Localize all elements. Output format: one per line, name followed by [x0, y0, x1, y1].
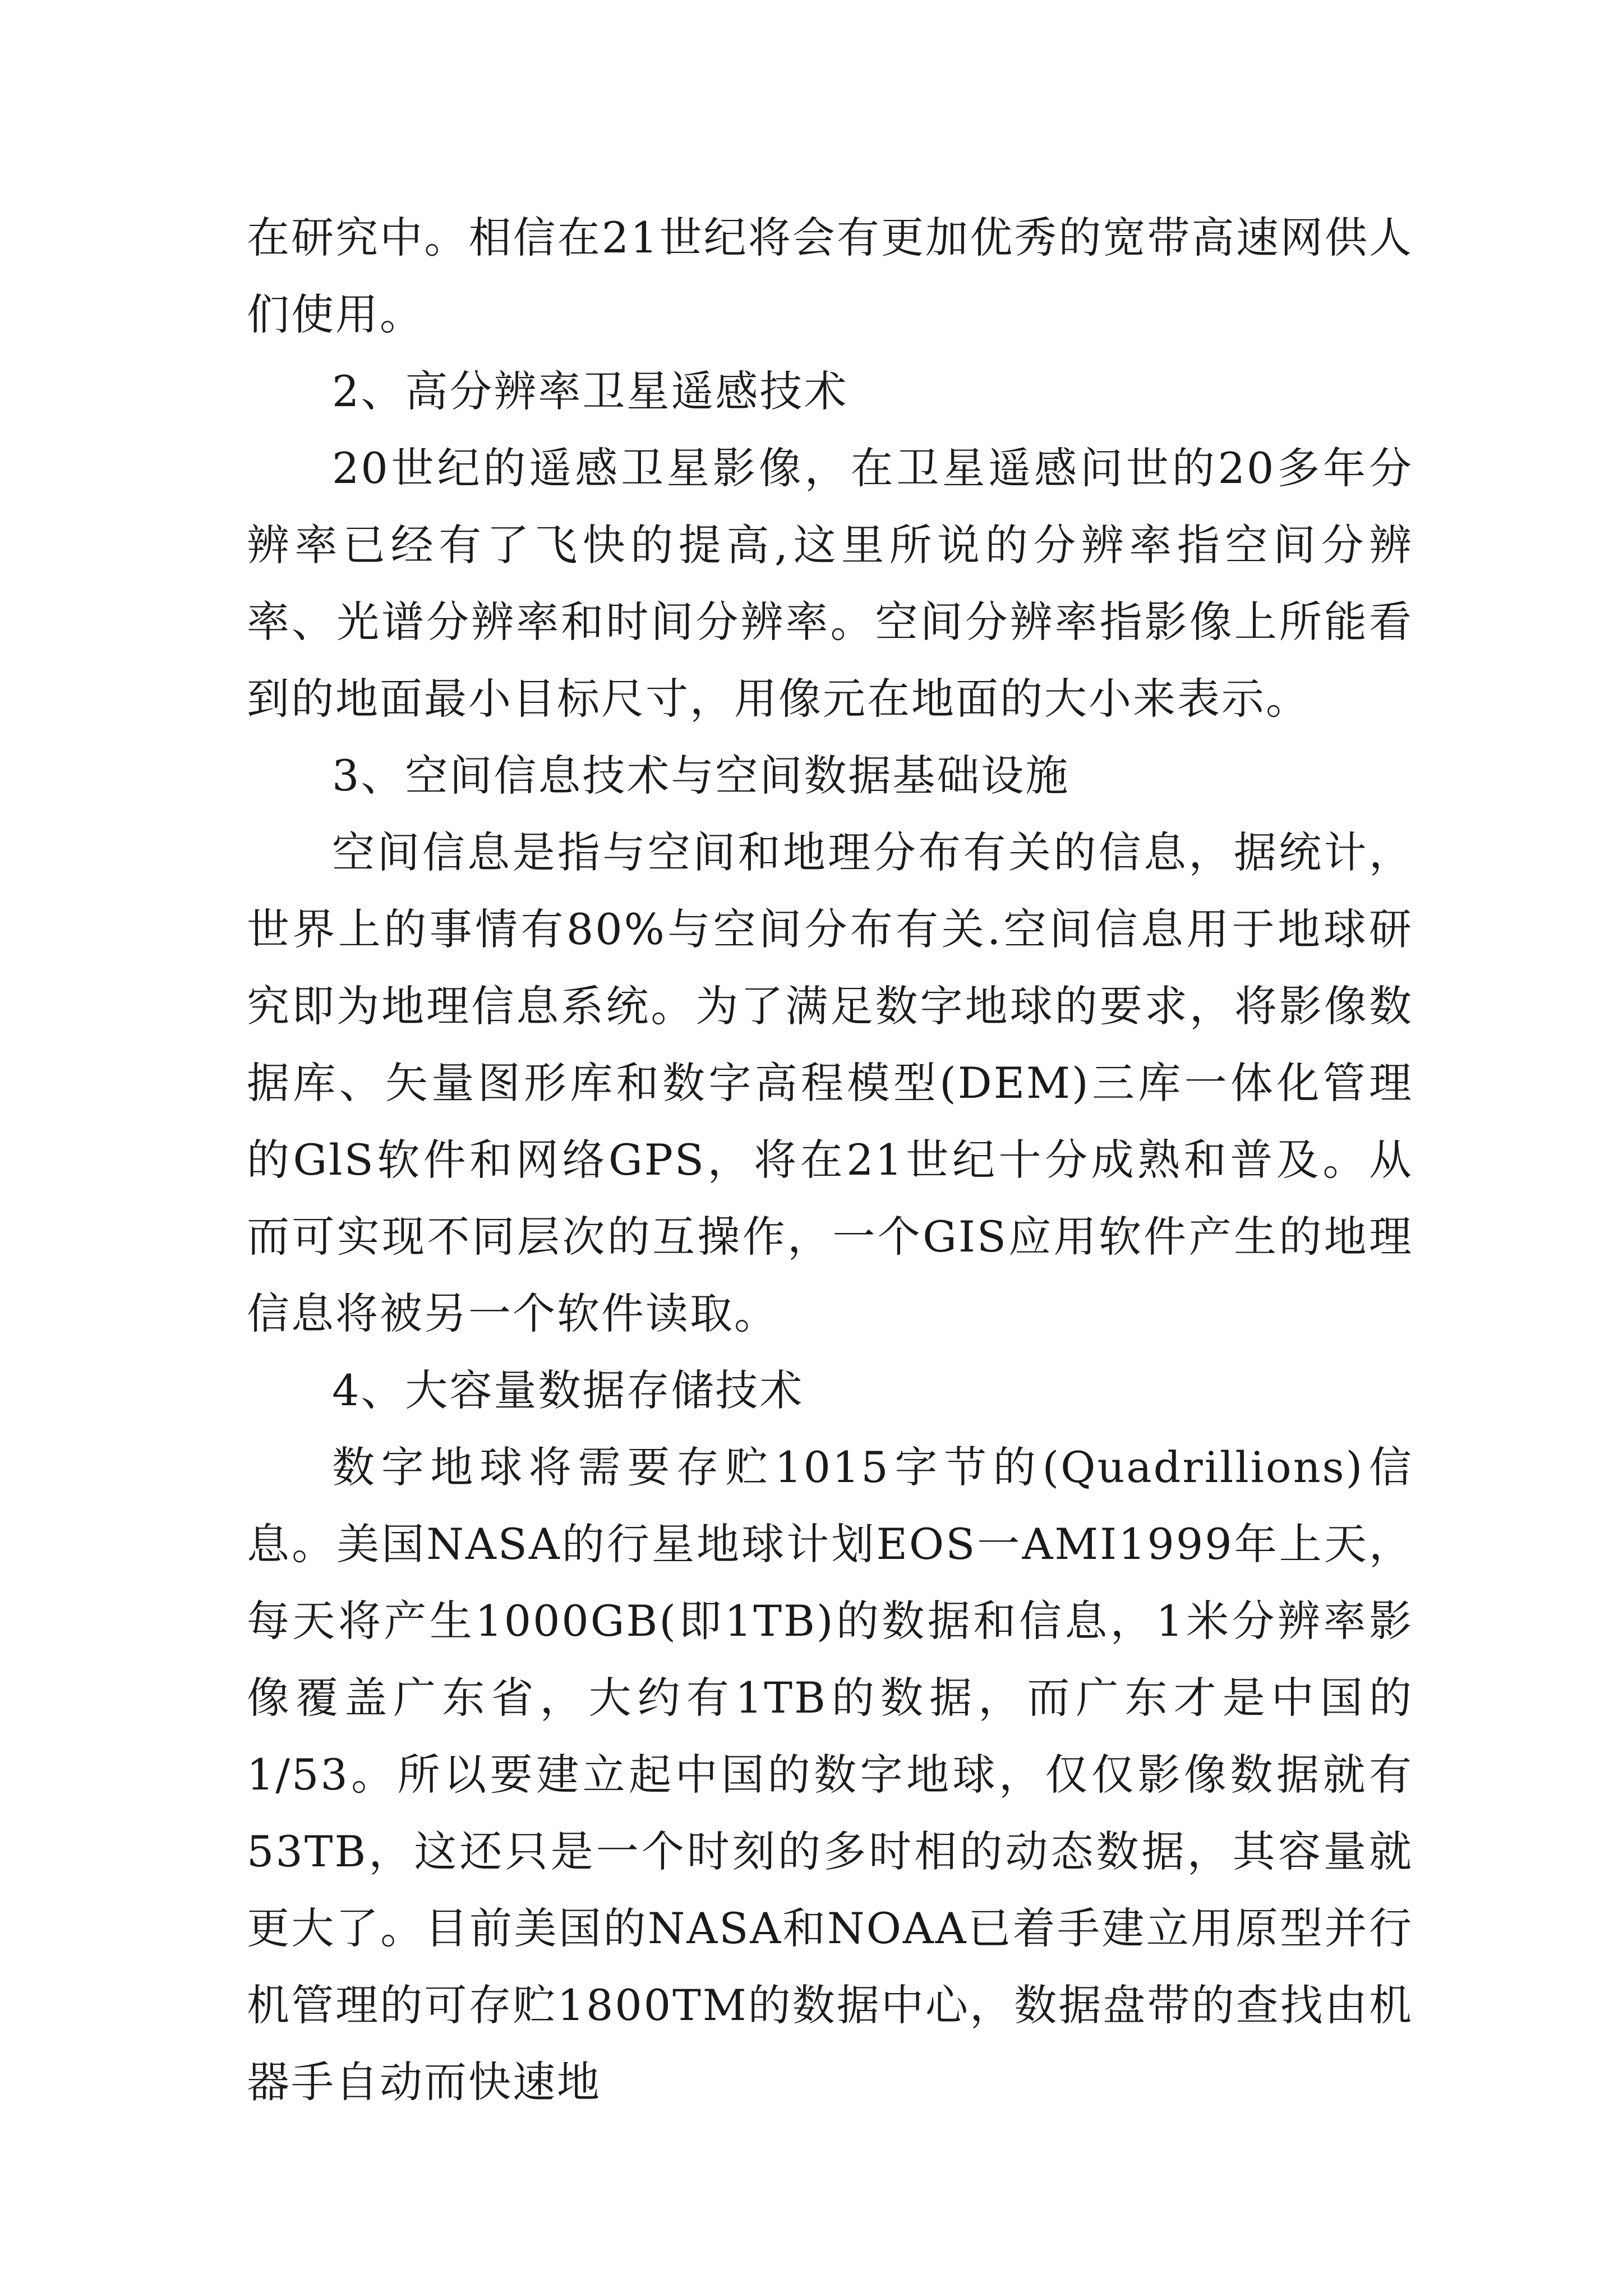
document-body	[247, 199, 1413, 2120]
paragraph-storage: 数字地球将需要存贮1015字节的(Quadrillions)信息。美国NASA的行星地球计划EOS一AMI1999年上天，每天将产生1000GB(即1TB)的数据和信息，1米分辨率影像覆盖广东省，大约有1TB的数据，而广东才是中国的1/53。所以要建立起中国的数字地球，仅仅影像数据就有53TB，这还只是一个时刻的多时相的动态数据，其容量就更大了。目前美国的NASA和NOAA已着手建立用原型并行机管理的可存贮1800TM的数据中心，数据盘带的查找由机器手自动而快速地	[247, 1442, 1413, 2107]
paragraph-spatial-info: 空间信息是指与空间和地理分布有关的信息，据统计，世界上的事情有80%与空间分布有关.空间信息用于地球研究即为地理信息系统。为了满足数字地球的要求，将影像数据库、矢量图形库和数字高程模型(DEM)三库一体化管理的GlS软件和网络GPS，将在21世纪十分成熟和普及。从而可实现不同层次的互操作，一个GIS应用软件产生的地理信息将被另一个软件读取。	[247, 827, 1413, 1338]
paragraph-resolution: 20世纪的遥感卫星影像，在卫星遥感问世的20多年分辨率已经有了飞快的提高,这里所说的分辨率指空间分辨率、光谱分辨率和时间分辨率。空间分辨率指影像上所能看到的地面最小目标尺寸，用像元在地面的大小来表示。	[247, 443, 1413, 724]
section-heading-3: 3、空间信息技术与空间数据基础设施	[332, 751, 1070, 800]
section-heading-2: 2、高分辨率卫星遥感技术	[332, 366, 849, 416]
paragraph-continuation: 在研究中。相信在21世纪将会有更加优秀的宽带高速网供人们使用。	[247, 213, 1413, 339]
section-heading-4: 4、大容量数据存储技术	[332, 1365, 804, 1415]
